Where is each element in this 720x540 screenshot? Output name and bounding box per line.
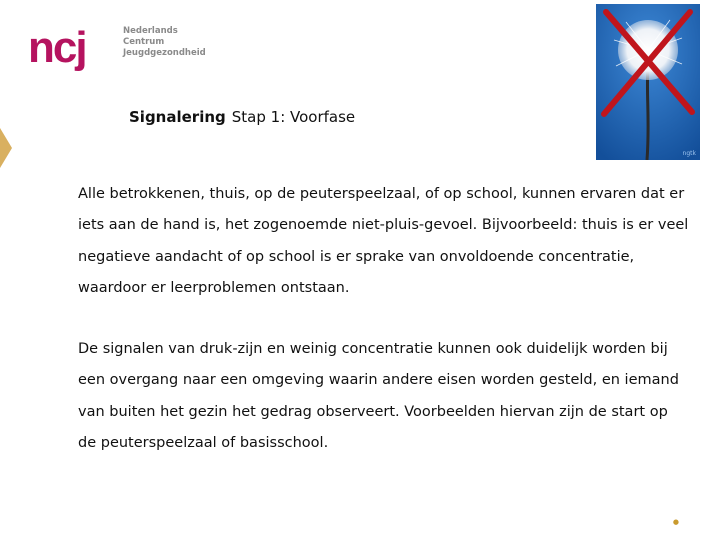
body-paragraph-1: Alle betrokkenen, thuis, op de peuterspeelzaal, of op school, kunnen ervaren dat er iets aan de hand is, het zogenoemde niet-pluis-gevoel. Bijvoorbeeld: thuis is er veel negatieve aandacht of op school is er sprake van onvoldoende concentratie, waardoor er leerproblemen ontstaan. [78, 186, 689, 296]
slide-marker-arrow-icon [0, 128, 12, 168]
logo-line-3: Jeugdgezondheid [123, 48, 206, 58]
photo-credit: ngtk [682, 150, 696, 157]
logo-wordmark [123, 26, 206, 59]
title-bold: Signalering [129, 108, 226, 126]
crossed-dandelion-image [596, 4, 700, 160]
title-step: Stap 1: Voorfase [231, 108, 356, 126]
dandelion-illustration [596, 4, 700, 160]
ncj-logo [28, 23, 206, 72]
slide-number-dot: ● [672, 518, 679, 526]
logo-mark: ncj [28, 23, 86, 72]
logo-line-1: Nederlands [123, 26, 178, 36]
logo-line-2: Centrum [123, 37, 165, 47]
slide-title [129, 108, 355, 126]
body-paragraph-2: De signalen van druk-zijn en weinig concentratie kunnen ook duidelijk worden bij een overgang naar een omgeving waarin andere eisen worden gesteld, en iemand van buiten het gezin het gedrag observeert. Voorbeelden hiervan zijn de start op de peuterspeelzaal of basisschool. [78, 341, 679, 451]
